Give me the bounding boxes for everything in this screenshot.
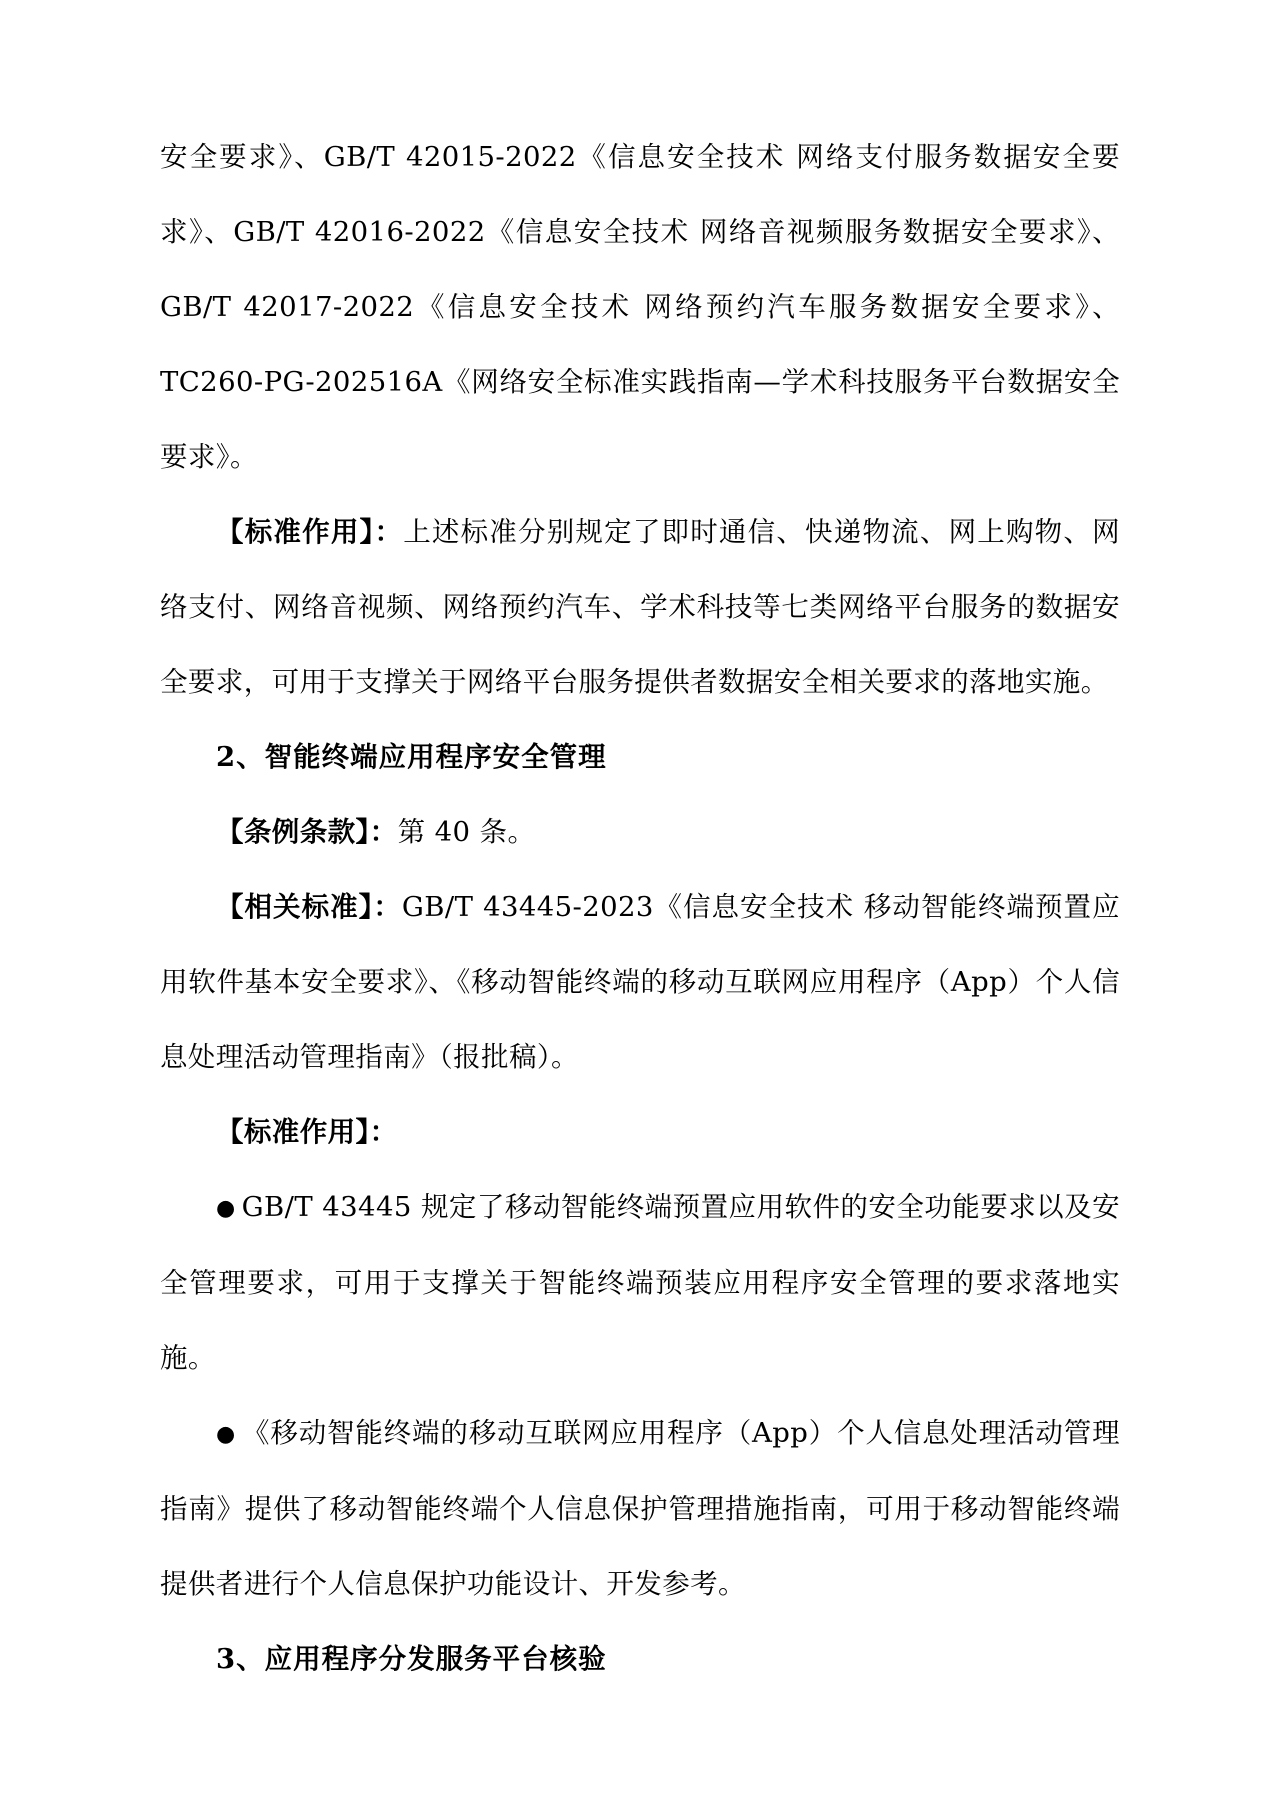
paragraph-standard-role-1 [160,495,1120,720]
bullet-marker-icon: ● [216,1196,236,1221]
paragraph-standard-role-2 [160,1095,1120,1170]
bullet-item-1-text: GB/T 43445 规定了移动智能终端预置应用软件的安全功能要求以及安全管理要求，可用于支撑关于智能终端预装应用程序安全管理的要求落地实施。 [160,1191,1120,1374]
bullet-item-1 [160,1170,1120,1396]
text-regulation-clause: 第 40 条。 [397,816,536,848]
bullet-item-2 [160,1396,1120,1622]
bullet-marker-icon: ● [216,1422,237,1447]
label-related-standards: 【相关标准】： [216,891,402,923]
paragraph-standards-list: 安全要求》、GB/T 42015-2022《信息安全技术 网络支付服务数据安全要求》、GB/T 42016-2022《信息安全技术 网络音视频服务数据安全要求》、GB/T 42017-2022《信息安全技术 网络预约汽车服务数据安全要求》、TC260-PG-202516A《网络安全标准实践指南—学术科技服务平台数据安全要求》。 [160,141,1120,473]
label-standard-role-1: 【标准作用】： [216,516,404,548]
text-related-standards: GB/T 43445-2023《信息安全技术 移动智能终端预置应用软件基本安全要求》、《移动智能终端的移动互联网应用程序（App）个人信息处理活动管理指南》（报批稿）。 [160,891,1120,1073]
paragraph-regulation-clause [160,795,1120,870]
label-regulation-clause: 【条例条款】： [216,816,398,848]
document-body [160,120,1120,1697]
label-standard-role-2: 【标准作用】： [216,1116,398,1148]
bullet-item-2-text: 《移动智能终端的移动互联网应用程序（App）个人信息处理活动管理指南》提供了移动智能终端个人信息保护管理措施指南，可用于移动智能终端提供者进行个人信息保护功能设计、开发参考。 [160,1417,1120,1600]
section-heading-2: 2、智能终端应用程序安全管理 [216,741,607,773]
paragraph-related-standards [160,870,1120,1095]
text-standard-role-1: 上述标准分别规定了即时通信、快递物流、网上购物、网络支付、网络音视频、网络预约汽车、学术科技等七类网络平台服务的数据安全要求，可用于支撑关于网络平台服务提供者数据安全相关要求的落地实施。 [160,516,1120,698]
section-heading-3: 3、应用程序分发服务平台核验 [216,1643,607,1675]
